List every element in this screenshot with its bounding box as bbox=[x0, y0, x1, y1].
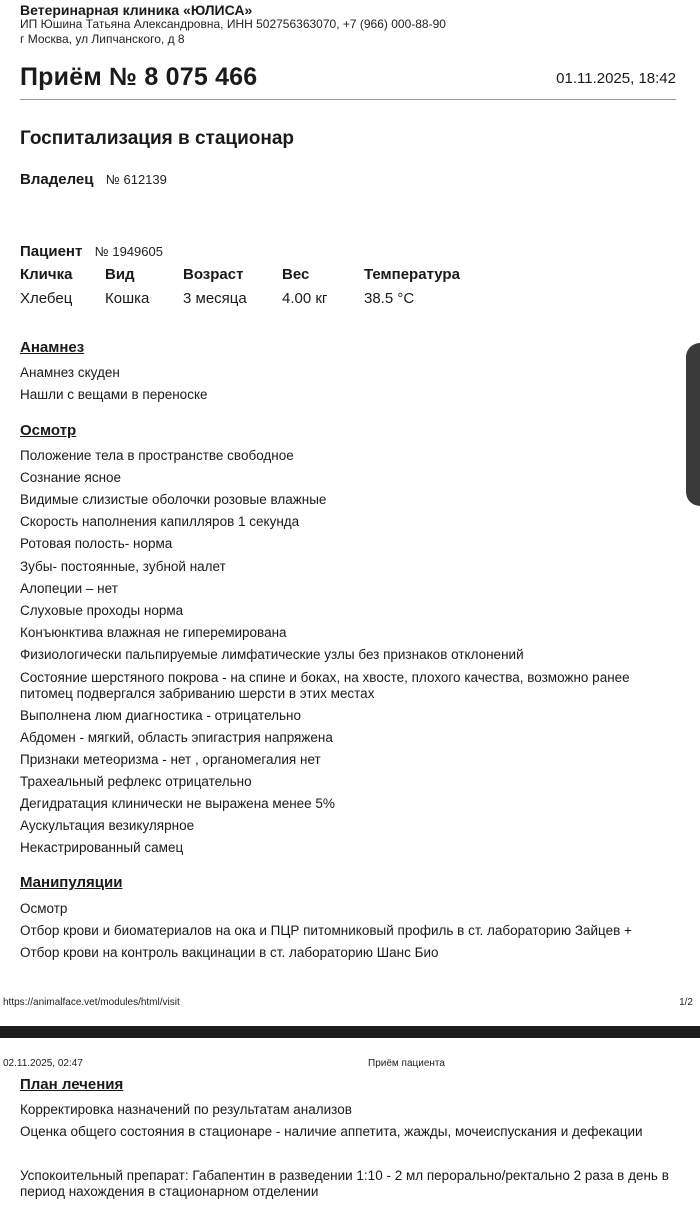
col-weight-header: Вес bbox=[282, 266, 310, 283]
patient-species: Кошка bbox=[105, 290, 150, 307]
treatment-line: Корректировка назначений по результатам анализов bbox=[20, 1102, 352, 1117]
anamnesis-line: Анамнез скуден bbox=[20, 365, 120, 380]
page-separator bbox=[0, 1026, 700, 1038]
exam-line: Ротовая полость- норма bbox=[20, 536, 173, 551]
side-panel-handle[interactable] bbox=[686, 343, 700, 506]
col-temperature-header: Температура bbox=[364, 266, 460, 283]
exam-line: Физиологически пальпируемые лимфатические узлы без признаков отклонений bbox=[20, 647, 524, 662]
exam-line: Аускультация везикулярное bbox=[20, 818, 195, 833]
manipulation-line: Осмотр bbox=[20, 901, 68, 916]
exam-line: Трахеальный рефлекс отрицательно bbox=[20, 774, 252, 789]
clinic-address: г Москва, ул Липчанского, д 8 bbox=[20, 32, 185, 46]
col-name-header: Кличка bbox=[20, 266, 73, 283]
exam-line: Зубы- постоянные, зубной налет bbox=[20, 559, 226, 574]
exam-line: Скорость наполнения капилляров 1 секунда bbox=[20, 514, 300, 529]
exam-line: Состояние шерстяного покрова - на спине и боках, на хвосте, плохого качества, возможно ранее питомец подвергался забриванию шерсти в этих местах bbox=[20, 670, 630, 701]
exam-line: Абдомен - мягкий, область эпигастрия напряжена bbox=[20, 730, 333, 745]
page2-datetime: 02.11.2025, 02:47 bbox=[3, 1058, 83, 1069]
exam-title: Осмотр bbox=[20, 422, 77, 439]
treatment-line: Успокоительный препарат: Габапентин в разведении 1:10 - 2 мл перорально/ректально 2 раза в день в период нахождения в стационарном отделении bbox=[20, 1168, 669, 1199]
anamnesis-line: Нашли с вещами в переноске bbox=[20, 387, 208, 402]
owner-row bbox=[20, 171, 167, 189]
patient-name: Хлебец bbox=[20, 290, 73, 307]
manipulation-line: Отбор крови на контроль вакцинации в ст. лабораторию Шанс Био bbox=[20, 945, 439, 960]
patient-number: № 1949605 bbox=[94, 244, 163, 259]
header-divider bbox=[20, 99, 676, 100]
exam-line: Видимые слизистые оболочки розовые влажные bbox=[20, 492, 327, 507]
exam-line: Дегидратация клинически не выражена менее 5% bbox=[20, 796, 335, 811]
manipulations-title: Манипуляции bbox=[20, 874, 123, 891]
exam-line: Некастрированный самец bbox=[20, 840, 184, 855]
exam-line: Алопеции – нет bbox=[20, 581, 118, 596]
visit-title: Приём № 8 075 466 bbox=[20, 63, 258, 91]
owner-number: № 612139 bbox=[105, 172, 167, 187]
exam-line: Выполнена люм диагностика - отрицательно bbox=[20, 708, 302, 723]
page-url[interactable]: https://animalface.vet/modules/html/visit bbox=[3, 997, 180, 1008]
col-species-header: Вид bbox=[105, 266, 135, 283]
exam-line: Сознание ясное bbox=[20, 470, 122, 485]
clinic-details: ИП Юшина Татьяна Александровна, ИНН 502756363070, +7 (966) 000-88-90 bbox=[20, 17, 446, 31]
patient-temperature: 38.5 °C bbox=[364, 290, 415, 307]
exam-line: Слуховые проходы норма bbox=[20, 603, 184, 618]
owner-label: Владелец bbox=[20, 171, 94, 188]
treatment-plan-title: План лечения bbox=[20, 1076, 124, 1093]
patient-weight: 4.00 кг bbox=[282, 290, 328, 307]
patient-row bbox=[20, 243, 163, 261]
exam-line: Признаки метеоризма - нет , органомегалия нет bbox=[20, 752, 321, 767]
treatment-line: Оценка общего состояния в стационаре - наличие аппетита, жажды, мочеиспускания и дефекации bbox=[20, 1124, 643, 1139]
page-number: 1/2 bbox=[679, 997, 693, 1008]
patient-age: 3 месяца bbox=[183, 290, 247, 307]
section-title: Госпитализация в стационар bbox=[20, 128, 295, 149]
exam-line: Положение тела в пространстве свободное bbox=[20, 448, 294, 463]
page2-title: Приём пациента bbox=[368, 1058, 445, 1069]
patient-label: Пациент bbox=[20, 243, 83, 260]
anamnesis-title: Анамнез bbox=[20, 339, 85, 356]
clinic-name: Ветеринарная клиника «ЮЛИСА» bbox=[20, 2, 253, 18]
col-age-header: Возраст bbox=[183, 266, 244, 283]
visit-datetime: 01.11.2025, 18:42 bbox=[556, 70, 676, 87]
exam-line: Конъюнктива влажная не гиперемирована bbox=[20, 625, 287, 640]
manipulation-line: Отбор крови и биоматериалов на ока и ПЦР питомниковый профиль в ст. лабораторию Зайцев + bbox=[20, 923, 632, 938]
